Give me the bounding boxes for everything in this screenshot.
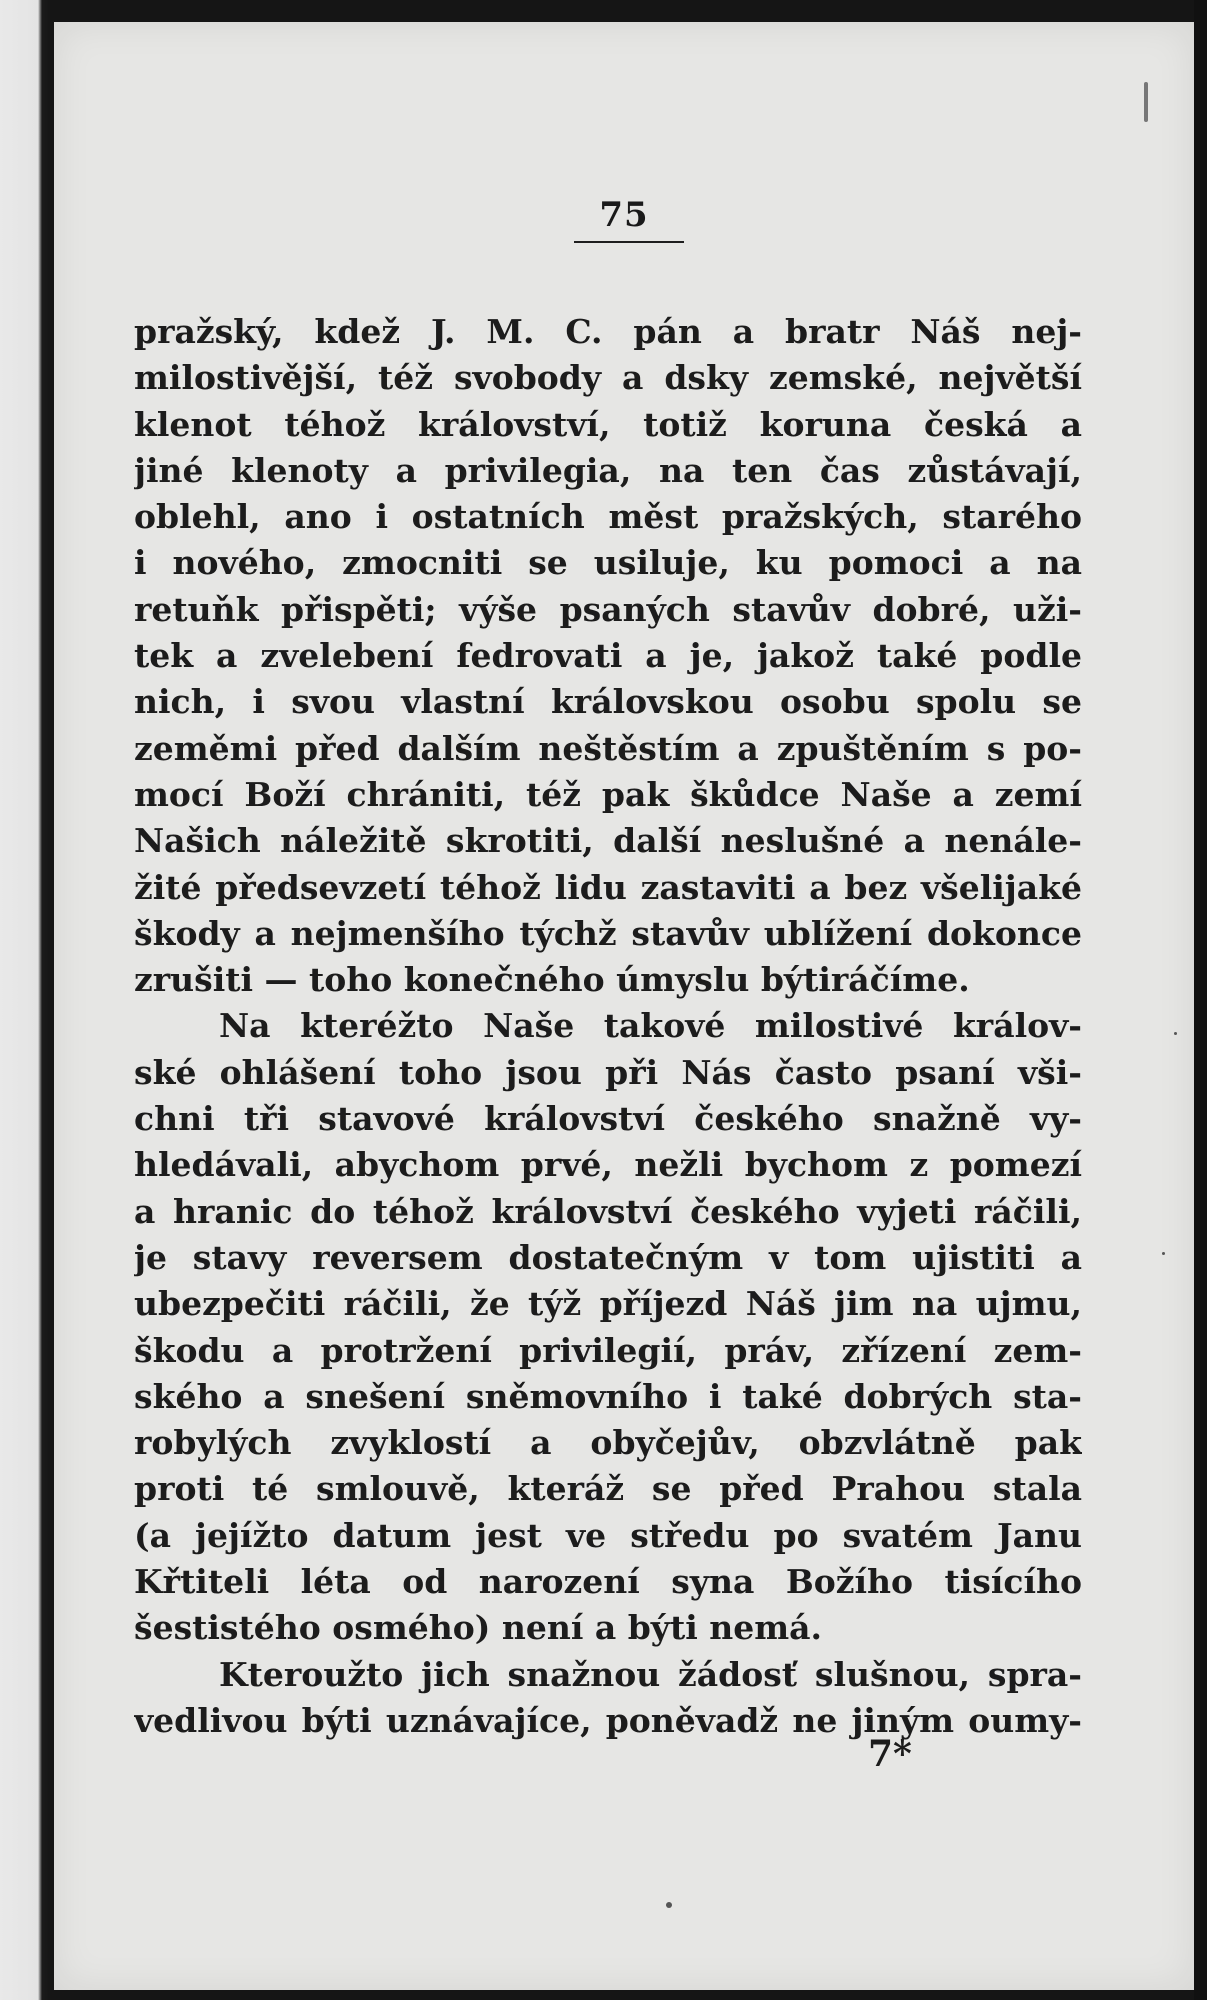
text-line: škodu a protržení privilegií, práv, zřízení zem- [134, 1330, 1082, 1370]
text-line: ského a snešení sněmovního i také dobrých sta- [134, 1376, 1082, 1416]
text-line: milostivější, též svobody a dsky zemské, největší [134, 358, 1082, 398]
text-line: mocí Boží chrániti, též pak škůdce Naše a zemí [134, 774, 1082, 814]
printer-signature-mark: 7* [868, 1733, 912, 1775]
scan-artifact [666, 1902, 672, 1908]
page-number: 75 [599, 195, 649, 235]
text-line: klenot téhož království, totiž koruna česká a [134, 404, 1082, 444]
body-text [134, 309, 1082, 1744]
text-line: i nového, zmocniti se usiluje, ku pomoci a na [134, 543, 1082, 583]
text-line: Na kteréžto Naše takové milostivé králov- [219, 1006, 1082, 1046]
text-line: vedlivou býti uznávajíce, poněvadž ne jiným oumy- [134, 1700, 1082, 1740]
scan-artifact [1162, 1252, 1165, 1255]
previous-page-edge [0, 0, 50, 2000]
scan-border [1194, 0, 1207, 2000]
text-line: ubezpečiti ráčili, že týž příjezd Náš jim na ujmu, [134, 1284, 1082, 1324]
text-line: jiné klenoty a privilegia, na ten čas zůstávají, [134, 450, 1082, 490]
text-line: škody a nejmenšího týchž stavův ublížení dokonce [134, 913, 1082, 953]
text-line: chni tři stavové království českého snažně vy- [134, 1099, 1082, 1139]
text-line: Křtiteli léta od narození syna Božího tisícího [134, 1562, 1082, 1602]
text-line: Kteroužto jich snažnou žádosť slušnou, spra- [219, 1654, 1082, 1694]
text-line: oblehl, ano i ostatních měst pražských, starého [134, 497, 1082, 537]
text-line: hledávali, abychom prvé, nežli bychom z pomezí [134, 1145, 1082, 1185]
scan-artifact [1144, 82, 1148, 122]
text-line: zrušiti — toho konečného úmyslu býtiráčíme. [134, 960, 970, 1000]
text-line: je stavy reversem dostatečným v tom ujistiti a [134, 1237, 1082, 1277]
scan-artifact [1174, 1032, 1177, 1035]
text-line: ské ohlášení toho jsou při Nás často psaní vši- [134, 1052, 1082, 1092]
text-line: Našich náležitě skrotiti, další neslušné a nenále- [134, 821, 1082, 861]
text-line: pražský, kdež J. M. C. pán a bratr Náš nej- [134, 312, 1082, 351]
text-line: proti té smlouvě, kteráž se před Prahou stala [134, 1469, 1082, 1509]
text-line: (a jejížto datum jest ve středu po svatém Janu [134, 1515, 1082, 1555]
text-line: šestistého osmého) není a býti nemá. [134, 1608, 823, 1648]
text-line: retuňk přispěti; výše psaných stavův dobré, uži- [134, 589, 1082, 629]
text-line: žité předsevzetí téhož lidu zastaviti a bez všelijaké [134, 867, 1082, 907]
text-line: robylých zvyklostí a obyčejův, obzvlátně pak [134, 1423, 1082, 1463]
text-line: nich, i svou vlastní královskou osobu spolu se [134, 682, 1082, 722]
text-line: a hranic do téhož království českého vyjeti ráčili, [134, 1191, 1082, 1231]
text-line: tek a zvelebení fedrovati a je, jakož také podle [134, 636, 1082, 676]
text-line: zeměmi před dalším neštěstím a zpuštěním s po- [134, 728, 1082, 768]
header-rule [574, 241, 684, 243]
book-page [54, 22, 1194, 1990]
